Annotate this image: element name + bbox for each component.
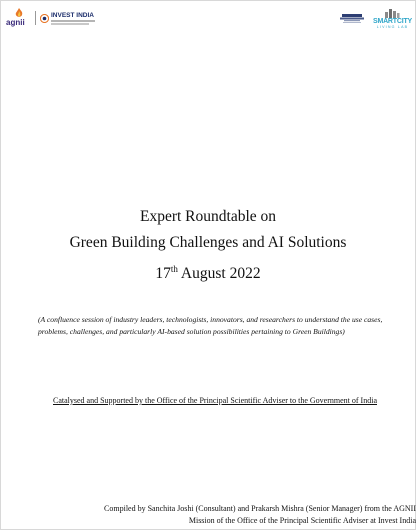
agnii-logo-text: agnii xyxy=(6,18,25,27)
invest-india-tagline-2 xyxy=(51,23,89,25)
psa-emblem-icon xyxy=(339,12,365,26)
catalysed-statement: Catalysed and Supported by the Office of the Principal Scientific Adviser to the Government of India xyxy=(53,396,377,405)
compiled-line-2: Mission of the Office of the Principal Scientific Adviser at Invest India xyxy=(188,515,416,525)
compiled-line-1: Compiled by Sanchita Joshi (Consultant) and Prakarsh Mishra (Senior Manager) from the AGNII xyxy=(104,504,416,513)
event-date xyxy=(0,256,416,287)
description-line-1: (A confluence session of industry leaders, technologists, innovators, and researchers to understand the use cases, xyxy=(38,315,383,324)
date-rest: August 2022 xyxy=(177,265,261,283)
agnii-flame-icon xyxy=(14,8,24,18)
date-day: 17 xyxy=(155,265,171,283)
session-description xyxy=(38,314,398,338)
header-right-logos xyxy=(339,4,412,34)
description-line-2: problems, challenges, and particularly AI-based solution possibilities pertaining to Green Buildings) xyxy=(38,327,345,336)
invest-india-text: INVEST INDIA xyxy=(51,11,94,19)
smartcity-logo-subtext: LIVING LAB xyxy=(376,25,409,29)
invest-india-tagline xyxy=(51,20,95,22)
smartcity-skyline-icon xyxy=(383,8,401,18)
invest-india-mark-icon xyxy=(40,14,49,23)
title-line-1: Expert Roundtable on xyxy=(139,208,277,225)
smartcity-logo-text: SMARTCITY xyxy=(372,18,412,25)
title-line-2: Green Building Challenges and AI Solutions xyxy=(69,234,347,251)
compiled-by xyxy=(104,503,416,526)
header-left-logos xyxy=(6,8,95,28)
invest-india-logo xyxy=(51,12,95,25)
agnii-logo xyxy=(6,8,32,28)
date-suffix: th xyxy=(170,264,178,274)
logo-divider xyxy=(35,11,36,25)
smartcity-logo xyxy=(373,8,412,30)
